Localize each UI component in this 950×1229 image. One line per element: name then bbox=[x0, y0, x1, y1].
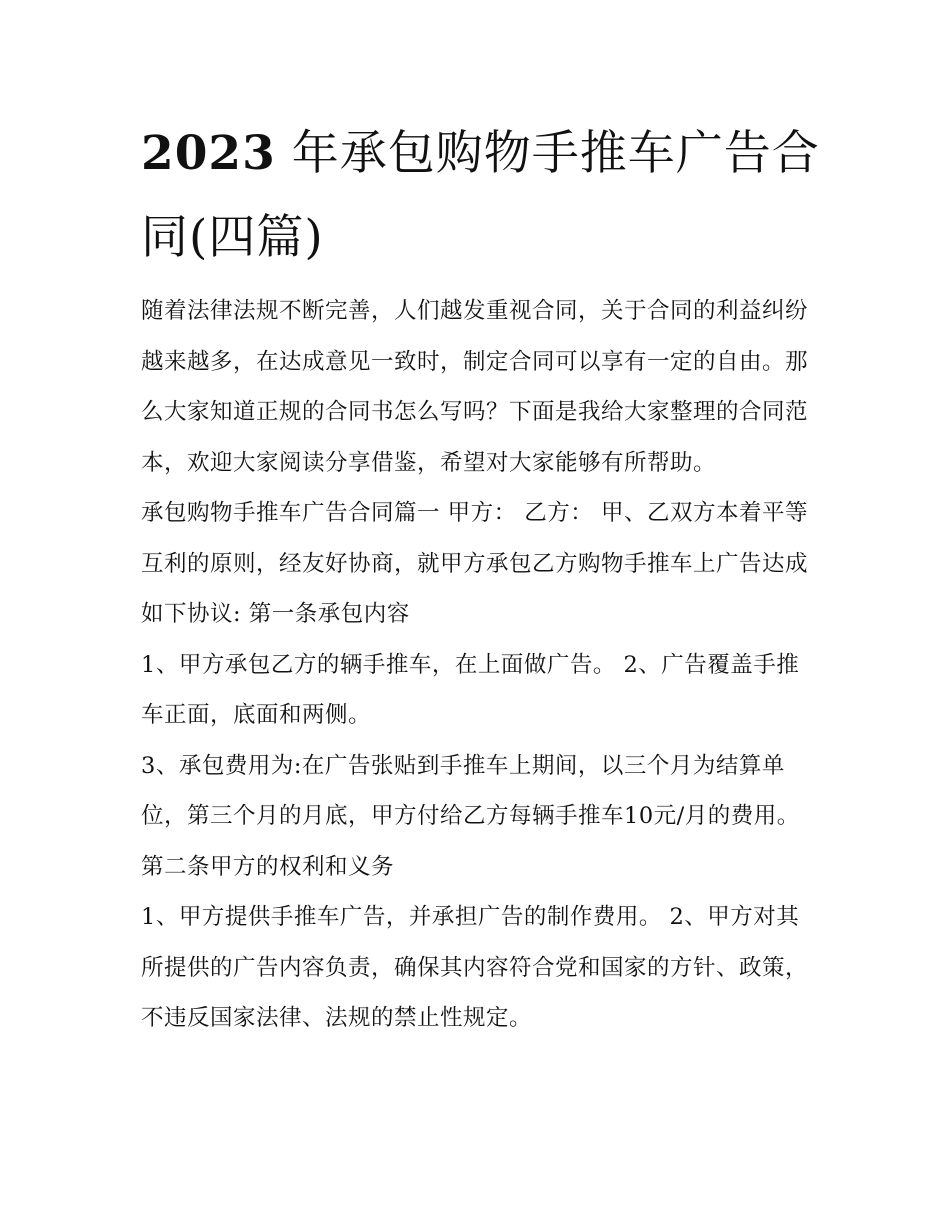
document-page bbox=[141, 112, 821, 1044]
title-year: 2023 bbox=[141, 126, 276, 181]
paragraph-clause-3: 3、承包费用为:在广告张贴到手推车上期间，以三个月为结算单位，第三个月的月底，甲方付给乙方每辆手推车10元/月的费用。 第二条甲方的权利和义务 bbox=[141, 752, 800, 880]
document-title bbox=[141, 112, 821, 280]
title-text: 年承包购物手推车广告合同(四篇) bbox=[141, 126, 820, 265]
paragraph-party-a-duties: 1、甲方提供手推车广告，并承担广告的制作费用。 2、甲方对其所提供的广告内容负责，确保其内容符合党和国家的方针、政策，不违反国家法律、法规的禁止性规定。 bbox=[141, 904, 809, 1031]
paragraph-clause-1-2: 1、甲方承包乙方的辆手推车，在上面做广告。 2、广告覆盖手推车正面，底面和两侧。 bbox=[141, 651, 800, 728]
paragraph-intro: 随着法律法规不断完善，人们越发重视合同，关于合同的利益纠纷越来越多，在达成意见一致时，制定合同可以享有一定的自由。那么大家知道正规的合同书怎么写吗？下面是我给大家整理的合同范本，欢迎大家阅读分享借鉴，希望对大家能够有所帮助。 bbox=[141, 298, 809, 476]
paragraph-contract-1: 承包购物手推车广告合同篇一 甲方： 乙方： 甲、乙双方本着平等互利的原则，经友好协商，就甲方承包乙方购物手推车上广告达成如下协议: 第一条承包内容 bbox=[141, 500, 809, 627]
